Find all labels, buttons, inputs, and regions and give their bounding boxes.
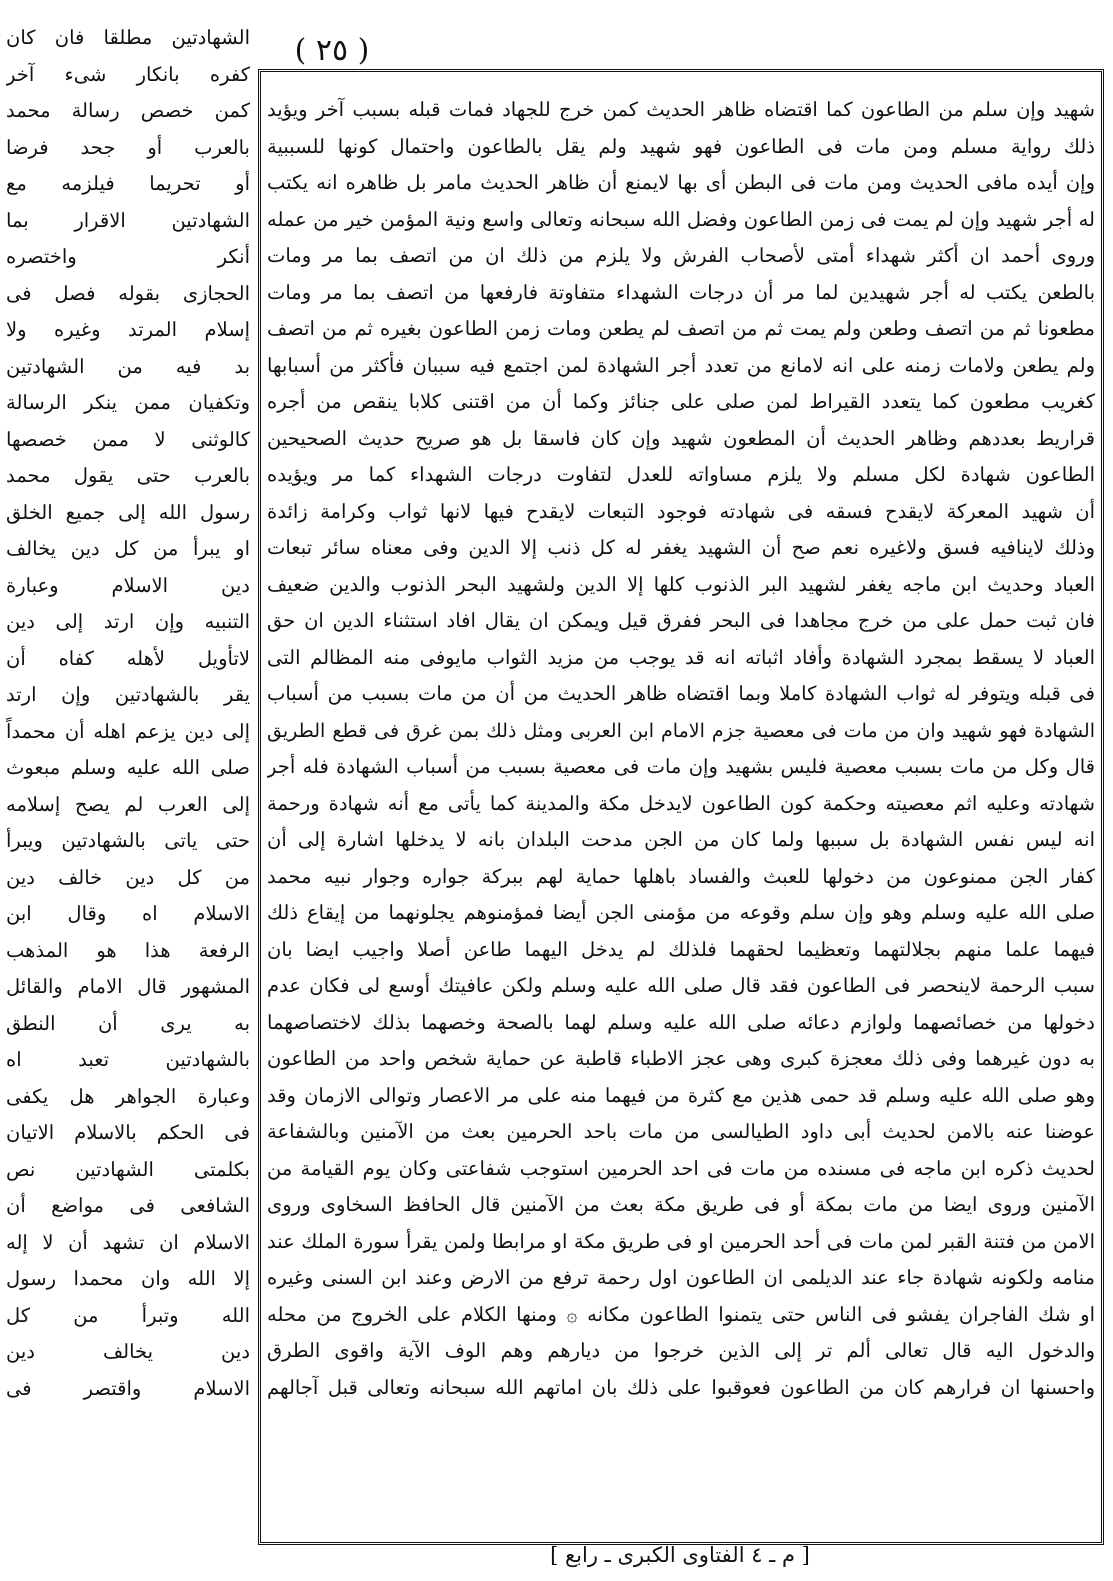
margin-text-line: الشهادتين الاقرار بما (6, 208, 250, 232)
margin-text-line: إلى العرب لم يصح إسلامه (6, 792, 250, 816)
margin-text-line: بالعرب حتى يقول محمد (6, 464, 250, 487)
main-text-line: ولم يطعن ولامات زمنه على انه لامانع من تعدد أجر الشهادة لمن اجتمع فيه سببان فأكثر من أسبابها (267, 353, 1095, 377)
main-text-line: كفار الجن ممنوعون من دخولها للعبث والفساد باهلها حماية لهم ببركة جواره وجوار نبيه محمد (267, 864, 1095, 888)
margin-text-line: فى الحكم بالاسلام الاتيان (6, 1121, 250, 1144)
margin-text-line: الاسلام واقتصر فى (6, 1376, 250, 1400)
main-text-line: شهادته وعليه اثم معصيته وحكمة كون الطاعون لايدخل مكة والمدينة كما يأتى مع أنه شهادة ورحمة (267, 791, 1095, 815)
page-footer: [ م ـ ٤ الفتاوى الكبرى ـ رابع ] (550, 1543, 810, 1567)
main-text-line: فان ثبت حمل على من خرج مجاهدا فى البحر ففرق قيل ويمكن ان يقال افاد استثناء الدين ان حق (267, 609, 1095, 632)
main-text-line: انه ليس نفس الشهادة بل سببها ولما كان من الجن مدحت البلدان بانه لا يدخلها اشارة إلى أن (267, 828, 1095, 851)
margin-text-line: إسلام المرتد وغيره ولا (6, 318, 250, 341)
main-text-line: فى قبله ويتوفر له ثواب الشهادة كاملا وبما اقتضاه ظاهر الحديث من أن من مات بسبب من أسباب (267, 682, 1095, 705)
margin-text-line: وتكفيان ممن ينكر الرسالة (6, 391, 250, 414)
margin-text-line: كفره بانكار شىء آخر (6, 62, 250, 86)
margin-text-line: دين يخالف دين (6, 1340, 250, 1363)
margin-text-line: حتى ياتى بالشهادتين ويبرأ (6, 829, 250, 852)
main-text-line: واحسنها ان فرارهم كان من الطاعون فعوقبوا على ذلك بان اماتهم الله سبحانه وتعالى قبل آجالهم (267, 1375, 1095, 1399)
main-text-line: الامن من فتنة القبر لمن مات فى أحد الحرمين او فى طريق مكة او مرابطا ولمن يقرأ سورة الملك عند (267, 1229, 1095, 1253)
main-text-line: بالطعن يكتب له أجر شهيدين لما مر أن درجات الشهداء متفاوتة فارفعها من اتصف بما مر ومات (267, 280, 1095, 304)
margin-text-line: كمن خصص رسالة محمد (6, 99, 250, 122)
margin-text-line: الله وتبرأ من كل (6, 1303, 250, 1327)
margin-text-line: وعبارة الجواهر هل يكفى (6, 1084, 250, 1108)
main-text-line: لحديث ذكره ابن ماجه فى مسنده من مات فى احد الحرمين استوجب شفاعتى وكان يوم القيامة من (267, 1156, 1095, 1180)
margin-text-line: أو تحريما فيلزمه مع (6, 172, 250, 195)
main-text-line: وروى أحمد ان أكثر شهداء أمتى لأصحاب الفرش ولا يلزم من ذلك ان من اتصف بما مر ومات (267, 244, 1095, 267)
margin-text-line: الشهادتين مطلقا فان كان (6, 26, 250, 49)
main-text-line: الطاعون شهادة لكل مسلم ولا يلزم مساواته للعدل لتفاوت درجات الشهداء كما مر ويؤيده (267, 463, 1095, 486)
margin-text-line: الاسلام اه وقال ابن (6, 902, 250, 925)
margin-text-line: المشهور قال الامام والقائل (6, 975, 250, 998)
margin-text-line: التنبيه وإن ارتد إلى دين (6, 610, 250, 633)
main-text-line: او شك الفاجران يفشو فى الناس حتى يتمنوا الطاعون مكانه ۞ ومنها الكلام على الخروج من محله (267, 1302, 1095, 1326)
main-text-line: ذلك رواية مسلم ومن مات فى الطاعون فهو شهيد ولم يقل بالطاعون واحتمال كونها للسببية (267, 134, 1095, 158)
main-text-line: صلى الله عليه وسلم وهو وإن سلم وقوعه من مؤمنى الجن أيضا فمؤمنوهم يجلونهما من إيقاع ذلك (267, 901, 1095, 924)
main-text-line: أن شهيد المعركة لايقدح فسقه فى شهادته فوجود التبعات لايقدح فيها لانها ثواب وكرامة زائدة (267, 499, 1095, 523)
main-text-line: منامه ولكونه شهادة جاء عند الديلمى ان الطاعون اول رحمة ترفع من الارض وعند ابن السنى وغيره (267, 1266, 1095, 1289)
margin-text-line: رسول الله إلى جميع الخلق (6, 500, 250, 524)
main-text-line: له أجر شهيد وإن لم يمت فى زمن الطاعون وفضل الله سبحانه وتعالى واسع ونية المؤمن خير من عمله (267, 207, 1095, 231)
margin-text-line: الاسلام ان تشهد أن لا إله (6, 1230, 250, 1254)
main-text-line: فيهما علما منهم بجلالتهما وتعظيما لحقهما فلذلك لم يدخل اليهما طاعن أصلا واجيب ايضا بان (267, 937, 1095, 961)
page-number: ( ٢٥ ) (294, 33, 370, 68)
main-text-line: كغريب مطعون كما يتعدد القيراط لمن صلى على جنائز وكما أن من اقتنى كلابا ينقص من أجره (267, 390, 1095, 413)
margin-text-line: بالشهادتين تعبد اه (6, 1048, 250, 1071)
margin-text-line: لاتأويل لأهله كفاه أن (6, 646, 250, 670)
margin-text-line: الحجازى بقوله فصل فى (6, 281, 250, 305)
main-text-line: قال وكل من مات بسبب معصية فليس بشهيد وإن مات فى معصية بسبب من أسباب الشهادة فله أجر (267, 755, 1095, 778)
main-text-line: وذلك لاينافيه فسق ولاغيره نعم صح أن الشهيد يغفر له كل ذنب إلا الدين وفى معناه سائر تبعات (267, 536, 1095, 559)
margin-text-line: بالعرب أو جحد فرضا (6, 135, 250, 159)
main-text-line: وهو صلى الله عليه وسلم قد حمى هذين مع كثرة من فيهما منه على مر الاعصار وتوالى الازمان وقد (267, 1083, 1095, 1107)
margin-text-line: او يبرأ من كل دين يخالف (6, 537, 250, 560)
margin-text-line: كالوثنى لا ممن خصصها (6, 427, 250, 451)
main-text-line: سبب الرحمة لاينحصر فى الطاعون فقد قال صلى الله عليه وسلم ولكن عافيتك أوسع لى فكان عدم (267, 974, 1095, 997)
margin-text-line: الشافعى فى مواضع أن (6, 1194, 250, 1217)
main-text-line: وإن أيده مافى الحديث ومن مات فى البطن أى بها لايمنع أن ظاهر الحديث مامر بل ظاهره انه يكتب (267, 171, 1095, 194)
margin-text-line: الرفعة هذا هو المذهب (6, 938, 250, 962)
margin-text-line: إلا الله وان محمدا رسول (6, 1267, 250, 1290)
main-text-line: العباد وحديث ابن ماجه يغفر لشهيد البر الذنوب كلها إلا الدين ولشهيد البحر الذنوب والدين ضعيف (267, 572, 1095, 596)
main-text-line: دخولها من خصائصهما ولوازم دعائه صلى الله عليه وسلم لهما بالصحة وخصهما بذلك لاختصاصهما (267, 1010, 1095, 1034)
main-text-line: به دون غيرهما وفى ذلك معجزة كبرى وهى عجز الاطباء قاطبة عن حماية شخص واحد من الطاعون (267, 1047, 1095, 1070)
main-text-line: مطعونا ثم من اتصف وطعن ولم يمت ثم من اتصف لم يطعن ومات زمن الطاعون بغيره ثم من اتصف (267, 317, 1095, 340)
margin-text-line: بكلمتى الشهادتين نص (6, 1157, 250, 1181)
main-text-line: والدخول اليه قال تعالى ألم تر إلى الذين خرجوا من ديارهم وهم الوف الآية واقوى الطرق (267, 1339, 1095, 1362)
margin-text-line: صلى الله عليه وسلم مبعوث (6, 756, 250, 779)
main-text-line: شهيد وإن سلم من الطاعون كما اقتضاه ظاهر الحديث كمن خرج للجهاد فمات قبله بسبب آخر ويؤيد (267, 98, 1095, 121)
margin-text-line: من كل دين خالف دين (6, 865, 250, 889)
main-text-line: قراريط بعددهم وظاهر الحديث أن المطعون شهيد وإن كان فاسقا بل هو صريح حديث الصحيحين (267, 426, 1095, 450)
margin-text-line: به يرى أن النطق (6, 1011, 250, 1035)
main-text (267, 92, 1095, 1536)
margin-text-line: إلى دين يزعم اهله أن محمداً (6, 719, 250, 743)
margin-text-line: يقر بالشهادتين وإن ارتد (6, 683, 250, 706)
margin-text-line: أنكر واختصره (6, 245, 250, 268)
margin-commentary (6, 20, 250, 1560)
main-text-line: الشهادة فهو شهيد وان من مات فى معصية جزم الامام ابن العربى ومثل ذلك بمن غرق فى قطع الطريق (267, 719, 1095, 742)
main-text-line: العباد لا يسقط بمجرد الشهادة وأفاد اثباته انه قد يوجب من مزيد الثواب مايوفى منه المظالم التى (267, 645, 1095, 669)
main-text-line: عوضنا عنه بالامن لحديث أبى داود الطيالسى من مات باحد الحرمين بعث من الآمنين وبالشفاعة (267, 1120, 1095, 1143)
main-text-frame (258, 69, 1104, 1545)
main-text-line: الآمنين وروى ايضا من مات بمكة أو فى طريق مكة بعث من الآمنين قال الحافظ السخاوى وروى (267, 1193, 1095, 1216)
margin-text-line: دين الاسلام وعبارة (6, 573, 250, 597)
margin-text-line: بد فيه من الشهادتين (6, 354, 250, 378)
